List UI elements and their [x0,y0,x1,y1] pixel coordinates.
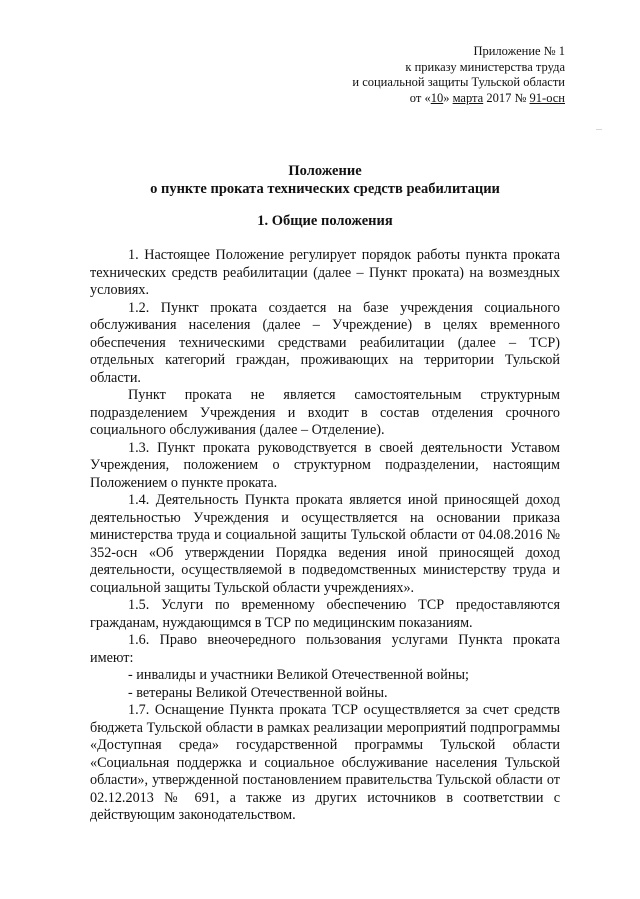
paragraph-1-2-note: Пункт проката не является самостоятельным структурным подразделением Учреждения и входит в состав отделения срочного социального обслуживания (далее – Отделение). [90,387,560,438]
date-mid: » [443,90,453,105]
paragraph-1-5: 1.5. Услуги по временному обеспечению ТСР предоставляются гражданам, нуждающимся в ТСР по медицинским показаниям. [90,597,560,631]
paragraph-1-4: 1.4. Деятельность Пункта проката является иной приносящей доход деятельностью Учреждения и осуществляется на основании приказа министерства труда и социальной защиты Тульской области от 04.08.2016 № 352-осн «Об утверждении Порядка ведения иной приносящей доход деятельности, осуществляемой в подведомственных министерству труда и социальной защиты Тульской области учреждениях». [90,492,560,596]
paragraph-1-7: 1.7. Оснащение Пункта проката ТСР осуществляется за счет средств бюджета Тульской области в рамках реализации мероприятий подпрограммы «Доступная среда» государственной программы Тульской области «Социальная поддержка и социальное обслуживание населения Тульской области», утвержденной постановлением правительства Тульской области от 02.12.2013 № 691, а также из других источников в соответствии с действующим законодательством. [90,702,560,823]
paragraph-1-3: 1.3. Пункт проката руководствуется в своей деятельности Уставом Учреждения, положением о структурном подразделении, настоящим Положением о пункте проката. [90,439,560,491]
scan-mark [596,129,602,130]
title-line-1: Положение [288,163,362,179]
date-day: 10 [430,90,444,105]
appendix-line-4 [352,91,565,107]
appendix-line-3: и социальной защиты Тульской области [352,75,565,89]
date-prefix: от « [409,90,431,105]
paragraph-1-2: 1.2. Пункт проката создается на базе учреждения социального обслуживания населения (далее – Учреждение) в целях временного обеспечения техническими средствами реабилитации (далее – ТСР) отдельных категорий граждан, проживающих на территории Тульской области. [90,299,560,386]
document-title [80,162,570,198]
date-month: марта [452,90,484,105]
appendix-line-2: к приказу министерства труда [405,59,565,74]
date-year: 2017 № [483,90,530,105]
paragraph-1-6: 1.6. Право внеочередного пользования услугами Пункта проката имеют: [90,632,560,666]
paragraph-1: 1. Настоящее Положение регулирует порядок работы пункта проката технических средств реабилитации (далее – Пункт проката) на возмездных условиях. [90,247,560,298]
section-heading: 1. Общие положения [257,213,393,229]
appendix-line-1: Приложение № 1 [473,44,565,58]
order-number: 91-осн [529,90,565,105]
list-item-invalids: - инвалиды и участники Великой Отечественной войны; [128,667,469,683]
document-body [90,247,560,825]
list-item-veterans: - ветераны Великой Отечественной войны. [128,684,388,701]
appendix-header [352,44,565,106]
title-line-2: о пункте проката технических средств реабилитации [150,181,500,197]
